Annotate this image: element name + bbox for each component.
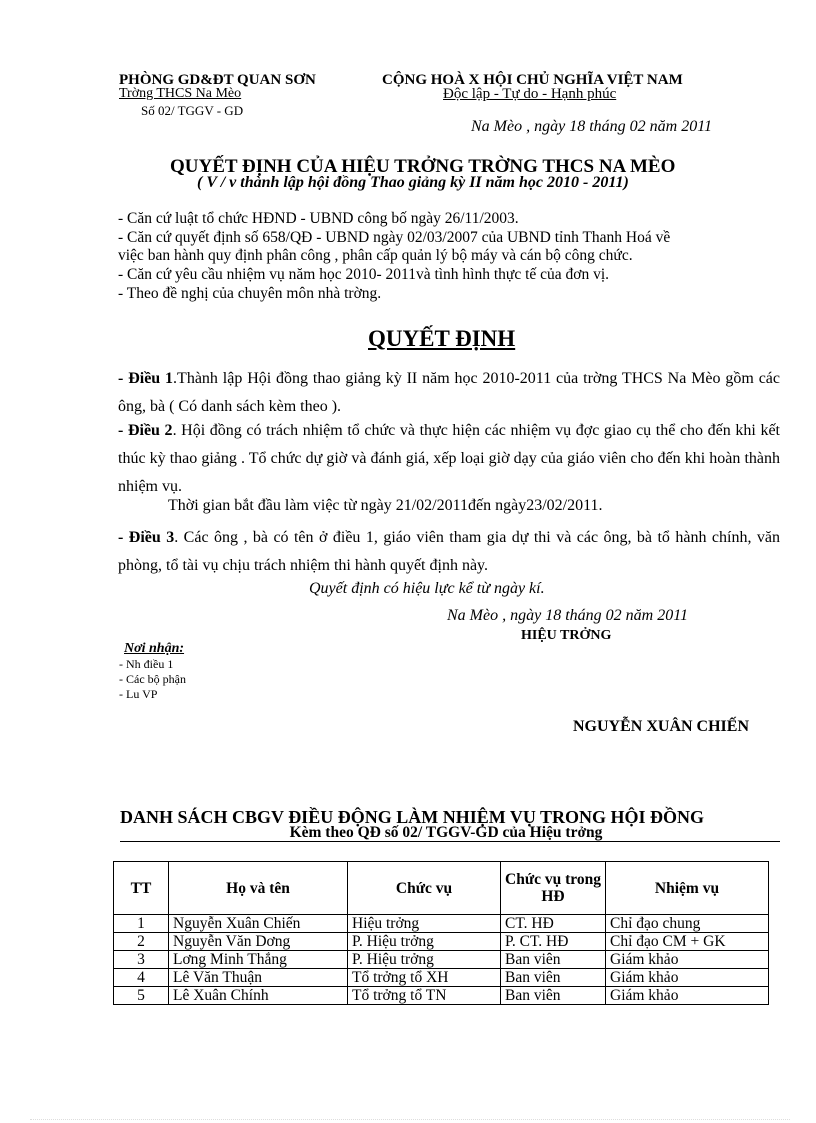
column-header-council-role: Chức vụ trong HĐ: [501, 862, 606, 915]
ground-line: - Theo đề nghị của chuyên môn nhà trờng.: [118, 285, 382, 302]
ground-line: - Căn cứ luật tổ chức HĐND - UBND công bố ngày 26/11/2003.: [118, 210, 519, 227]
issue-date: Na Mèo , ngày 18 tháng 02 năm 2011: [471, 118, 713, 135]
decision-subject: ( V / v thành lập hội đồng Thao giảng kỳ II năm học 2010 - 2011): [197, 174, 629, 191]
column-header-duty: Nhiệm vụ: [606, 862, 769, 915]
working-time: Thời gian bắt đầu làm việc từ ngày 21/02/2011đến ngày23/02/2011.: [168, 497, 603, 514]
article-3-text: . Các ông , bà có tên ở điều 1, giáo viên tham gia dự thi và các ông, bà tổ hành chính, văn phòng, tổ tài vụ chịu trách nhiệm thi hành quyết định này.: [118, 529, 781, 574]
article-3: [118, 524, 780, 580]
cell-name: Lơng Minh Thắng: [169, 951, 348, 969]
cell-duty: Giám khảo: [606, 987, 769, 1005]
ground-line: việc ban hành quy định phân công , phân cấp quản lý bộ máy và cán bộ công chức.: [118, 247, 633, 264]
cell-council-role: Ban viên: [501, 969, 606, 987]
recipient-item: - Các bộ phận: [119, 672, 186, 686]
page-bottom-divider: [30, 1119, 790, 1120]
cell-duty: Giám khảo: [606, 969, 769, 987]
article-1-label: - Điều 1: [118, 370, 174, 387]
table-header-row: [114, 862, 769, 915]
decision-title: QUYẾT ĐỊNH CỦA HIỆU TRỞNG TRỜNG THCS NA MÈO: [170, 156, 676, 177]
recipient-item: - Nh điều 1: [119, 657, 174, 671]
column-header-tt: TT: [114, 862, 169, 915]
cell-tt: 3: [114, 951, 169, 969]
decision-heading: QUYẾT ĐỊNH: [368, 326, 516, 351]
republic-heading: CỘNG HOÀ X HỘI CHỦ NGHĨA VIỆT NAM: [382, 72, 683, 88]
cell-name: Nguyễn Xuân Chiến: [169, 915, 348, 933]
staff-table: [113, 861, 769, 1005]
cell-position: Tổ trởng tổ TN: [348, 987, 501, 1005]
cell-tt: 4: [114, 969, 169, 987]
table-row: [114, 915, 769, 933]
article-1: [118, 365, 780, 421]
column-header-position: Chức vụ: [348, 862, 501, 915]
signer-role: HIỆU TRỞNG: [521, 628, 612, 643]
cell-name: Lê Xuân Chính: [169, 987, 348, 1005]
cell-position: P. Hiệu trởng: [348, 951, 501, 969]
cell-name: Nguyễn Văn Dơng: [169, 933, 348, 951]
document-number: Số 02/ TGGV - GD: [141, 103, 244, 118]
recipient-item: - Lu VP: [119, 687, 158, 701]
list-subtitle-text: Kèm theo QĐ số 02/ TGGV-GD của Hiệu trởng: [289, 824, 603, 841]
column-header-name: Họ và tên: [169, 862, 348, 915]
table-row: [114, 933, 769, 951]
table-row: [114, 951, 769, 969]
article-2-label: - Điều 2: [118, 422, 173, 439]
cell-tt: 5: [114, 987, 169, 1005]
cell-name: Lê Văn Thuận: [169, 969, 348, 987]
cell-council-role: CT. HĐ: [501, 915, 606, 933]
cell-duty: Giám khảo: [606, 951, 769, 969]
list-subtitle: [120, 824, 780, 842]
cell-position: Hiệu trởng: [348, 915, 501, 933]
ground-line: - Căn cứ yêu cầu nhiệm vụ năm học 2010- 2011và tình hình thực tế của đơn vị.: [118, 266, 610, 283]
table-row: [114, 987, 769, 1005]
article-1-text: .Thành lập Hội đồng thao giảng kỳ II năm học 2010-2011 của trờng THCS Na Mèo gồm các ông, bà ( Có danh sách kèm theo ).: [118, 370, 780, 415]
department-name: PHÒNG GD&ĐT QUAN SƠN: [119, 72, 316, 88]
cell-position: P. Hiệu trởng: [348, 933, 501, 951]
cell-tt: 2: [114, 933, 169, 951]
signature-date: Na Mèo , ngày 18 tháng 02 năm 2011: [447, 607, 689, 624]
cell-duty: Chỉ đạo CM + GK: [606, 933, 769, 951]
school-name: Trờng THCS Na Mèo: [119, 86, 242, 101]
list-title: DANH SÁCH CBGV ĐIỀU ĐỘNG LÀM NHIỆM VỤ TRONG HỘI ĐỒNG: [120, 807, 705, 827]
cell-council-role: Ban viên: [501, 987, 606, 1005]
national-motto: Độc lập - Tự do - Hạnh phúc: [443, 86, 617, 102]
article-2: [118, 417, 780, 501]
cell-position: Tổ trởng tổ XH: [348, 969, 501, 987]
table-row: [114, 969, 769, 987]
cell-council-role: P. CT. HĐ: [501, 933, 606, 951]
cell-tt: 1: [114, 915, 169, 933]
effect-statement: Quyết định có hiệu lực kể từ ngày kí.: [309, 580, 545, 597]
cell-duty: Chỉ đạo chung: [606, 915, 769, 933]
ground-line: - Căn cứ quyết định số 658/QĐ - UBND ngày 02/03/2007 của UBND tỉnh Thanh Hoá về: [118, 229, 671, 246]
signer-name: NGUYỄN XUÂN CHIẾN: [573, 718, 750, 735]
article-3-label: - Điều 3: [118, 529, 175, 546]
recipients-title: Nơi nhận:: [124, 641, 185, 656]
cell-council-role: Ban viên: [501, 951, 606, 969]
article-2-text: . Hội đồng có trách nhiệm tổ chức và thực hiện các nhiệm vụ đợc giao cụ thể cho đến khi kết thúc kỳ thao giảng . Tổ chức dự giờ và đánh giá, xếp loại giờ dạy của giáo viên cho đến khi hoàn thành nhiệm vụ.: [118, 422, 780, 495]
